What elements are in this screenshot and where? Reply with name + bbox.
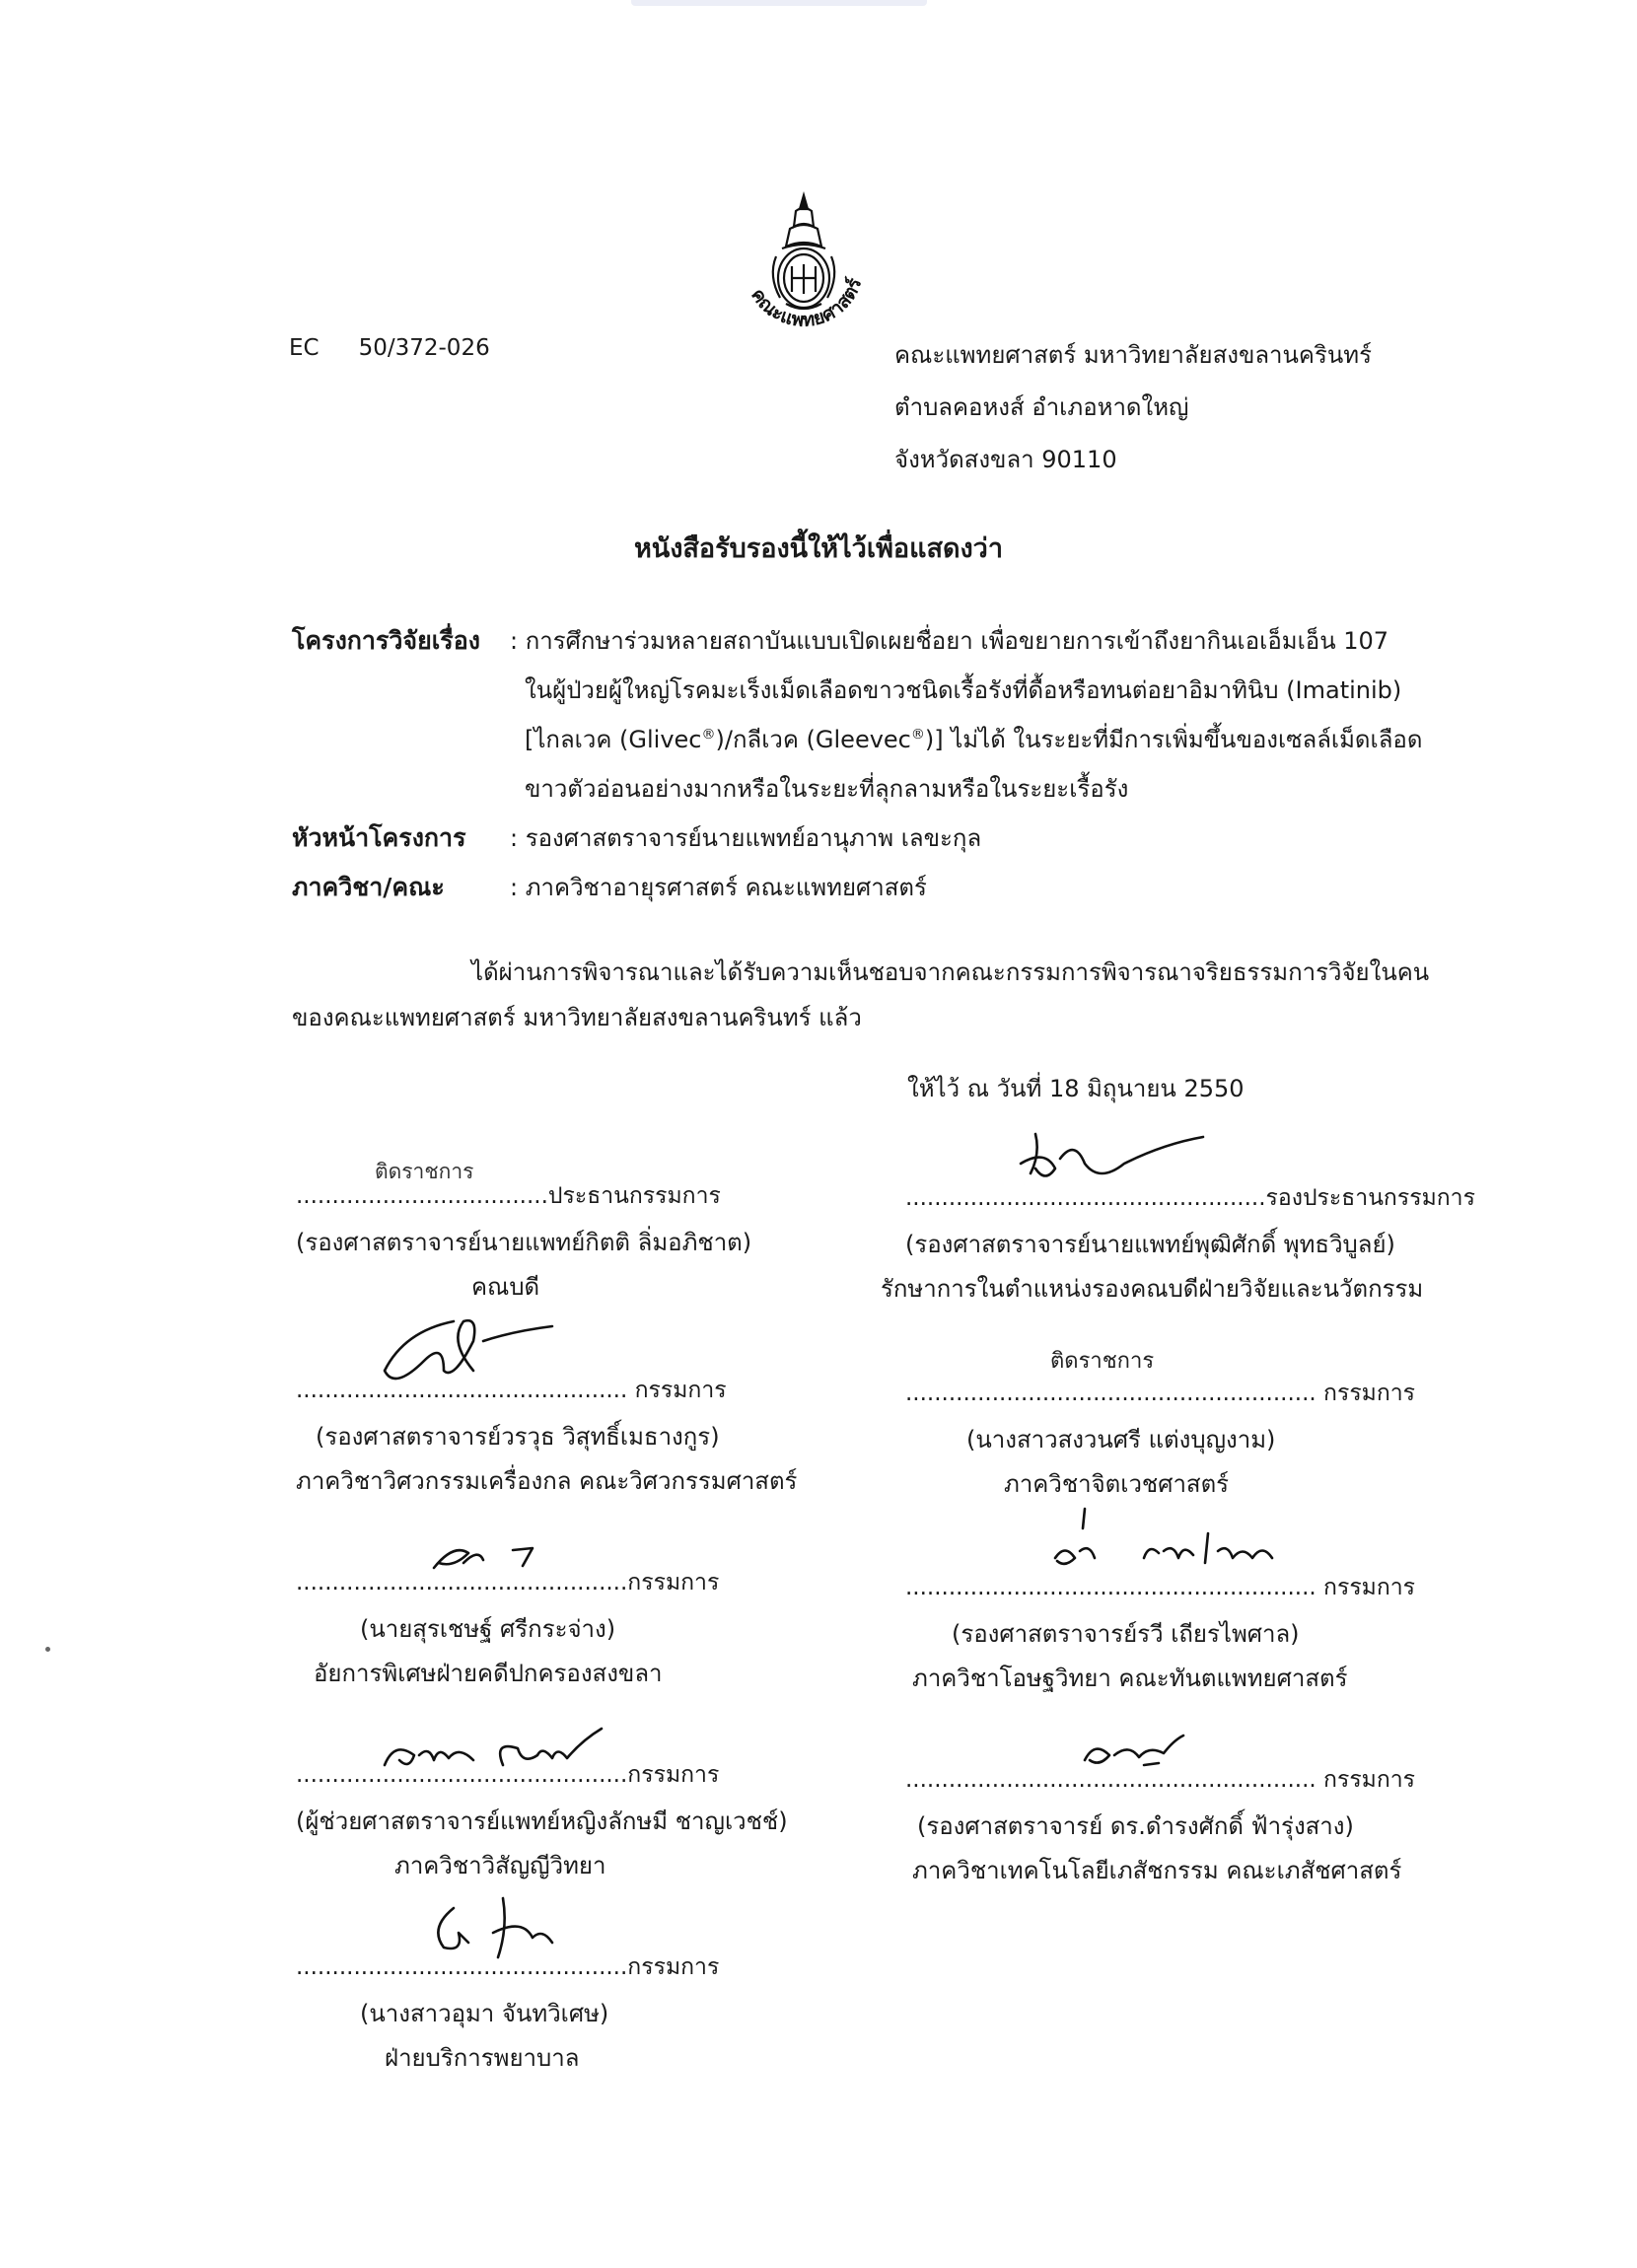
svg-text:คณะแพทยศาสตร์: คณะแพทยศาสตร์ bbox=[746, 275, 867, 331]
member-2-name: (นางสาวสงวนศรี แต่งบุญงาม) bbox=[966, 1426, 1276, 1453]
issue-date: ให้ไว้ ณ วันที่ 18 มิถุนายน 2550 bbox=[907, 1075, 1245, 1102]
member-7-signature-line: ..............................................กรรมการ bbox=[296, 1954, 720, 1980]
vice-chair-signature-line: ..................................................รองประธานกรรมการ bbox=[905, 1185, 1475, 1211]
member-7-position: ฝ่ายบริการพยาบาล bbox=[385, 2044, 580, 2072]
member-6-position: ภาควิชาเทคโนโลยีเภสัชกรรม คณะเภสัชศาสตร์ bbox=[912, 1857, 1402, 1884]
head-value: : รองศาสตราจารย์นายแพทย์อานุภาพ เลขะกุล bbox=[510, 824, 982, 852]
project-line-1: : การศึกษาร่วมหลายสถาบันแบบเปิดเผยชื่อยา เพื่อขยายการเข้าถึงยากินเอเอ็มเอ็น 107 bbox=[510, 627, 1389, 655]
project-label: โครงการวิจัยเรื่อง bbox=[292, 626, 480, 655]
project-line-2: ในผู้ป่วยผู้ใหญ่โรคมะเร็งเม็ดเลือดขาวชนิดเรื้อรังที่ดื้อหรือทนต่อยาอิมาทินิบ (Imatinib) bbox=[525, 676, 1402, 704]
address-line-2: ตำบลคอหงส์ อำเภอหาดใหญ่ bbox=[894, 393, 1189, 421]
member-3-signature-line: ..............................................กรรมการ bbox=[296, 1570, 720, 1595]
member-1-name: (รองศาสตราจารย์วรวุธ วิสุทธิ์เมธางกูร) bbox=[316, 1423, 720, 1451]
faculty-seal-logo bbox=[725, 187, 883, 345]
member-1-position: ภาควิชาวิศวกรรมเครื่องกล คณะวิศวกรรมศาสตร์ bbox=[296, 1467, 798, 1495]
member-1-signature-line: .............................................. กรรมการ bbox=[296, 1378, 727, 1403]
member-4-signature-line: ......................................................... กรรมการ bbox=[905, 1575, 1416, 1600]
document-title: หนังสือรับรองนี้ให้ไว้เพื่อแสดงว่า bbox=[633, 533, 1004, 564]
body-line-1: ได้ผ่านการพิจารณาและได้รับความเห็นชอบจากคณะกรรมการพิจารณาจริยธรรมการวิจัยในคน bbox=[471, 958, 1430, 986]
head-label: หัวหน้าโครงการ bbox=[292, 823, 466, 852]
address-line-1: คณะแพทยศาสตร์ มหาวิทยาลัยสงขลานครินทร์ bbox=[894, 341, 1372, 369]
dept-label: ภาควิชา/คณะ bbox=[292, 873, 445, 901]
ec-reference bbox=[289, 335, 490, 361]
project-line-3: [ไกลเวค (Glivec®)/กลีเวค (Gleevec®)] ไม่ได้ ในระยะที่มีการเพิ่มขึ้นของเซลล์เม็ดเลือด bbox=[525, 726, 1423, 753]
member-2-signature-line: ......................................................... กรรมการ bbox=[905, 1381, 1416, 1406]
member-4-name: (รองศาสตราจารย์รวี เถียรไพศาล) bbox=[952, 1620, 1300, 1648]
ec-label: EC bbox=[289, 335, 320, 361]
scan-speck bbox=[45, 1647, 50, 1652]
member-2-position: ภาควิชาจิตเวชศาสตร์ bbox=[1004, 1470, 1230, 1498]
vice-chair-position: รักษาการในตำแหน่งรองคณบดีฝ่ายวิจัยและนวัตกรรม bbox=[881, 1275, 1424, 1303]
member-3-name: (นายสุรเชษฐ์ ศรีกระจ่าง) bbox=[360, 1615, 616, 1643]
member-6-signature-line: ......................................................... กรรมการ bbox=[905, 1767, 1416, 1793]
member-6-name: (รองศาสตราจารย์ ดร.ดำรงศักดิ์ ฟ้ารุ่งสาง) bbox=[917, 1812, 1354, 1840]
vice-chair-name: (รองศาสตราจารย์นายแพทย์พุฒิศักดิ์ พุทธวิบูลย์) bbox=[905, 1231, 1395, 1258]
chair-name: (รองศาสตราจารย์นายแพทย์กิตติ ลิ่มอภิชาต) bbox=[296, 1229, 752, 1256]
chair-signature-line: ...................................ประธานกรรมการ bbox=[296, 1183, 721, 1209]
scan-smudge bbox=[631, 0, 927, 6]
address-line-3: จังหวัดสงขลา 90110 bbox=[894, 446, 1117, 473]
member-3-position: อัยการพิเศษฝ่ายคดีปกครองสงขลา bbox=[314, 1660, 663, 1687]
body-line-2: ของคณะแพทยศาสตร์ มหาวิทยาลัยสงขลานครินทร์ แล้ว bbox=[292, 1004, 862, 1031]
member-5-position: ภาควิชาวิสัญญีวิทยา bbox=[394, 1852, 606, 1879]
member-7-name: (นางสาวอุมา จันทวิเศษ) bbox=[360, 2000, 609, 2027]
member-4-position: ภาควิชาโอษฐวิทยา คณะทันตแพทยศาสตร์ bbox=[912, 1665, 1348, 1692]
project-line-4: ขาวตัวอ่อนอย่างมากหรือในระยะที่ลุกลามหรือในระยะเรื้อรัง bbox=[525, 775, 1129, 803]
chair-absent-note: ติดราชการ bbox=[375, 1160, 474, 1183]
dept-value: : ภาควิชาอายุรศาสตร์ คณะแพทยศาสตร์ bbox=[510, 874, 927, 901]
member-2-absent-note: ติดราชการ bbox=[1050, 1349, 1155, 1374]
chair-position: คณบดี bbox=[471, 1273, 540, 1301]
ec-number: 50/372-026 bbox=[358, 335, 490, 361]
member-5-signature-line: ..............................................กรรมการ bbox=[296, 1762, 720, 1788]
member-5-name: (ผู้ช่วยศาสตราจารย์แพทย์หญิงลักษมี ชาญเวชช์) bbox=[296, 1807, 788, 1835]
